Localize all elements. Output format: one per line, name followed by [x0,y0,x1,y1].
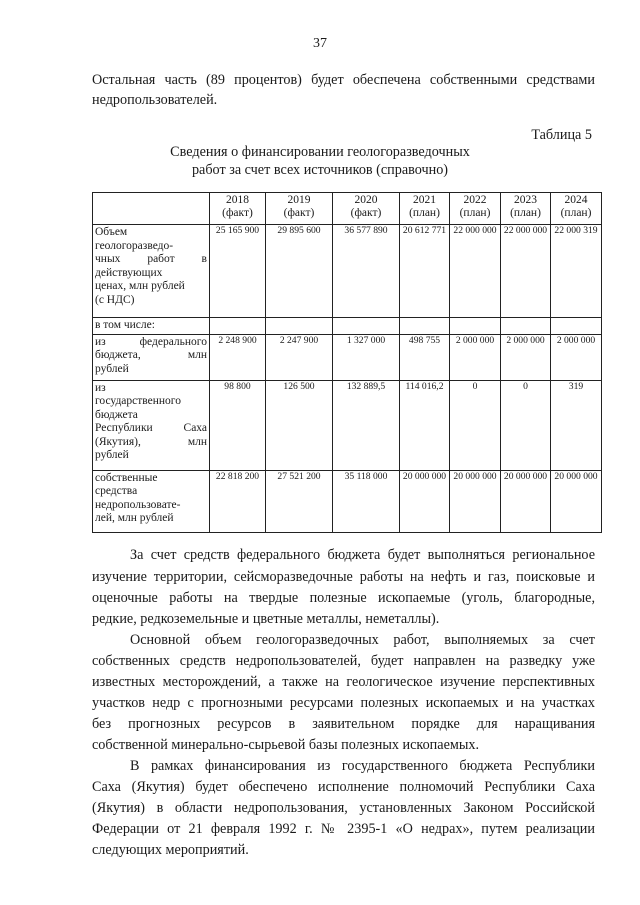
paragraph-line: собственных средств недропользователей, будет направлен на разведку уже [92,653,595,669]
value-cell [551,318,602,335]
table-header-row [93,193,602,225]
intro-line: недропользователей. [92,92,218,108]
value-cell: 27 521 200 [266,470,333,532]
value-cell: 22 000 000 [450,225,501,318]
value-cell [400,318,450,335]
value-cell: 2 000 000 [551,334,602,380]
value-cell: 29 895 600 [266,225,333,318]
value-cell: 0 [450,380,501,470]
table-row [93,225,602,318]
paragraph-line: Федерации от 21 февраля 1992 г. № 2395-1 «О недрах», путем реализации [92,821,595,837]
paragraph-line: (Якутия) в области недропользования, установленных Законом Российской [92,800,595,816]
paragraph-line: оценочные работы на твердые полезные ископаемые (уголь, благородные, [92,590,595,606]
value-cell: 126 500 [266,380,333,470]
table-row [93,470,602,532]
value-cell: 22 000 319 [551,225,602,318]
paragraph-line: редкие, редкоземельные и цветные металлы, неметаллы). [92,611,440,627]
row-label: из федерального бюджета, млн рублей [93,334,210,380]
table-number: Таблица 5 [531,127,592,143]
value-cell [210,318,266,335]
table-row [93,318,602,335]
value-cell: 2 247 900 [266,334,333,380]
value-cell: 1 327 000 [333,334,400,380]
table-row [93,334,602,380]
paragraph-line: участков недр с прогнозными ресурсами полезных ископаемых и на участках [92,695,595,711]
paragraph-line: изучение территории, сейсморазведочные работы на нефть и газ, поисковые и [92,569,595,585]
value-cell: 36 577 890 [333,225,400,318]
header-cell: 2024 (план) [551,193,602,225]
header-cell: 2023 (план) [501,193,551,225]
value-cell: 35 118 000 [333,470,400,532]
header-cell: 2020 (факт) [333,193,400,225]
paragraph-line: без прогнозных ресурсов в заявительном порядке для наращивания [92,716,595,732]
header-cell: 2022 (план) [450,193,501,225]
value-cell: 20 000 000 [501,470,551,532]
financing-table [92,192,602,533]
value-cell: 114 016,2 [400,380,450,470]
value-cell: 319 [551,380,602,470]
paragraph-line: Основной объем геологоразведочных работ, выполняемых за счет [130,632,595,648]
value-cell: 2 000 000 [450,334,501,380]
value-cell: 20 000 000 [551,470,602,532]
value-cell [333,318,400,335]
value-cell: 2 000 000 [501,334,551,380]
header-cell-empty [93,193,210,225]
row-label: из государственного бюджета Республики Саха (Якутия), млн рублей [93,380,210,470]
value-cell: 20 000 000 [400,470,450,532]
paragraph-line: Саха (Якутия) будет обеспечено исполнение полномочий Республики Саха [92,779,595,795]
header-cell: 2019 (факт) [266,193,333,225]
value-cell: 20 612 771 [400,225,450,318]
header-cell: 2021 (план) [400,193,450,225]
value-cell [450,318,501,335]
table-title-line: Сведения о финансировании геологоразведочных [170,144,470,160]
table-row [93,380,602,470]
value-cell [501,318,551,335]
paragraph-line: За счет средств федерального бюджета будет выполняться региональное [130,547,595,563]
row-label: собственные средства недропользовате- лей, млн рублей [93,470,210,532]
value-cell: 98 800 [210,380,266,470]
value-cell: 0 [501,380,551,470]
value-cell: 22 818 200 [210,470,266,532]
header-cell: 2018 (факт) [210,193,266,225]
row-label: в том числе: [93,318,210,335]
value-cell [266,318,333,335]
value-cell: 132 889,5 [333,380,400,470]
page-number: 37 [313,36,327,51]
paragraph-line: собственной минерально-сырьевой базы полезных ископаемых. [92,737,480,753]
value-cell: 498 755 [400,334,450,380]
table-title-line: работ за счет всех источников (справочно) [191,162,449,178]
paragraph-line: В рамках финансирования из государственного бюджета Республики [130,758,595,774]
intro-line: Остальная часть (89 процентов) будет обеспечена собственными средствами [92,72,595,88]
row-label: Объем геологоразведо- чных работ в действующих ценах, млн рублей (с НДС) [93,225,210,318]
value-cell: 2 248 900 [210,334,266,380]
value-cell: 20 000 000 [450,470,501,532]
value-cell: 22 000 000 [501,225,551,318]
paragraph-line: известных месторождений, а также на геологическое изучение перспективных [92,674,595,690]
value-cell: 25 165 900 [210,225,266,318]
paragraph-line: следующих мероприятий. [92,842,249,858]
